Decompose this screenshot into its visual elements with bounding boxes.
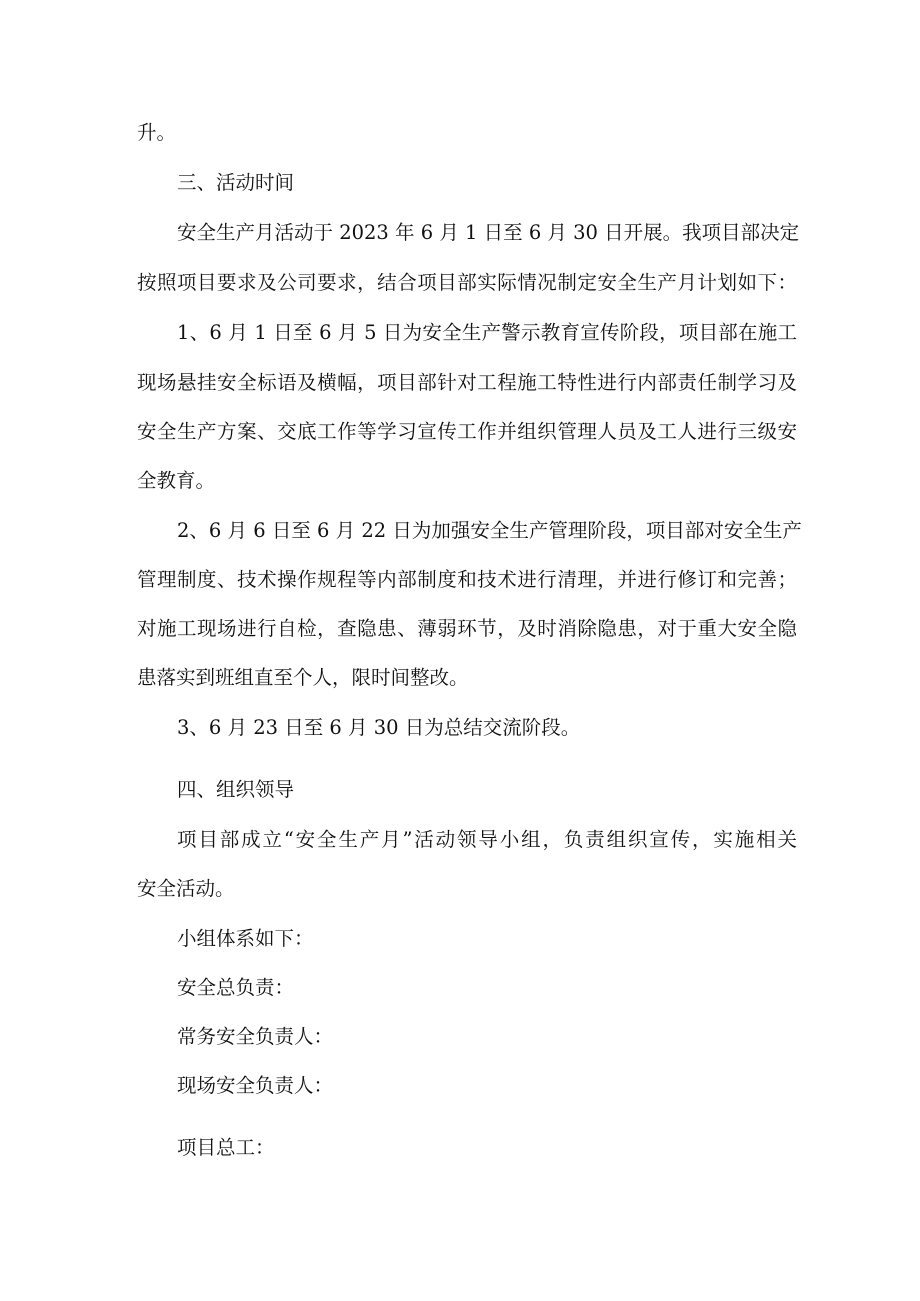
list-item: 现场安全负责人： (177, 1074, 334, 1097)
paragraph-line: 项目部成立“安全生产月”活动领导小组，负责组织宣传，实施相关 (177, 828, 797, 851)
paragraph-line: 现场悬挂安全标语及横幅，项目部针对工程施工特性进行内部责任制学习及 (137, 371, 797, 394)
list-item: 安全总负责： (177, 976, 295, 999)
paragraph-line: 安全生产方案、交底工作等学习宣传工作并组织管理人员及工人进行三级安 (137, 420, 797, 443)
paragraph-line: 3、6 月 23 日至 6 月 30 日为总结交流阶段。 (177, 716, 581, 739)
paragraph-line: 2、6 月 6 日至 6 月 22 日为加强安全生产管理阶段，项目部对安全生产 (177, 519, 802, 542)
paragraph-line: 全教育。 (137, 469, 216, 492)
paragraph-line: 安全活动。 (137, 877, 235, 900)
list-intro: 小组体系如下： (177, 927, 314, 950)
list-item: 常务安全负责人： (177, 1025, 334, 1048)
paragraph-line: 管理制度、技术操作规程等内部制度和技术进行清理，并进行修订和完善； (137, 568, 797, 591)
section-heading-organization: 四、组织领导 (177, 778, 295, 801)
paragraph-line: 1、6 月 1 日至 6 月 5 日为安全生产警示教育宣传阶段，项目部在施工 (177, 321, 797, 344)
paragraph-line: 按照项目要求及公司要求，结合项目部实际情况制定安全生产月计划如下： (137, 271, 797, 294)
paragraph-line: 对施工现场进行自检，查隐患、薄弱环节，及时消除隐患，对于重大安全隐 (137, 617, 797, 640)
text-line-continuation: 升。 (137, 121, 177, 144)
paragraph-line: 患落实到班组直至个人，限时间整改。 (137, 666, 469, 689)
paragraph-line: 安全生产月活动于 2023 年 6 月 1 日至 6 月 30 日开展。我项目部决定 (177, 221, 800, 244)
section-heading-activity-time: 三、活动时间 (177, 171, 295, 194)
list-item: 项目总工： (177, 1136, 275, 1159)
